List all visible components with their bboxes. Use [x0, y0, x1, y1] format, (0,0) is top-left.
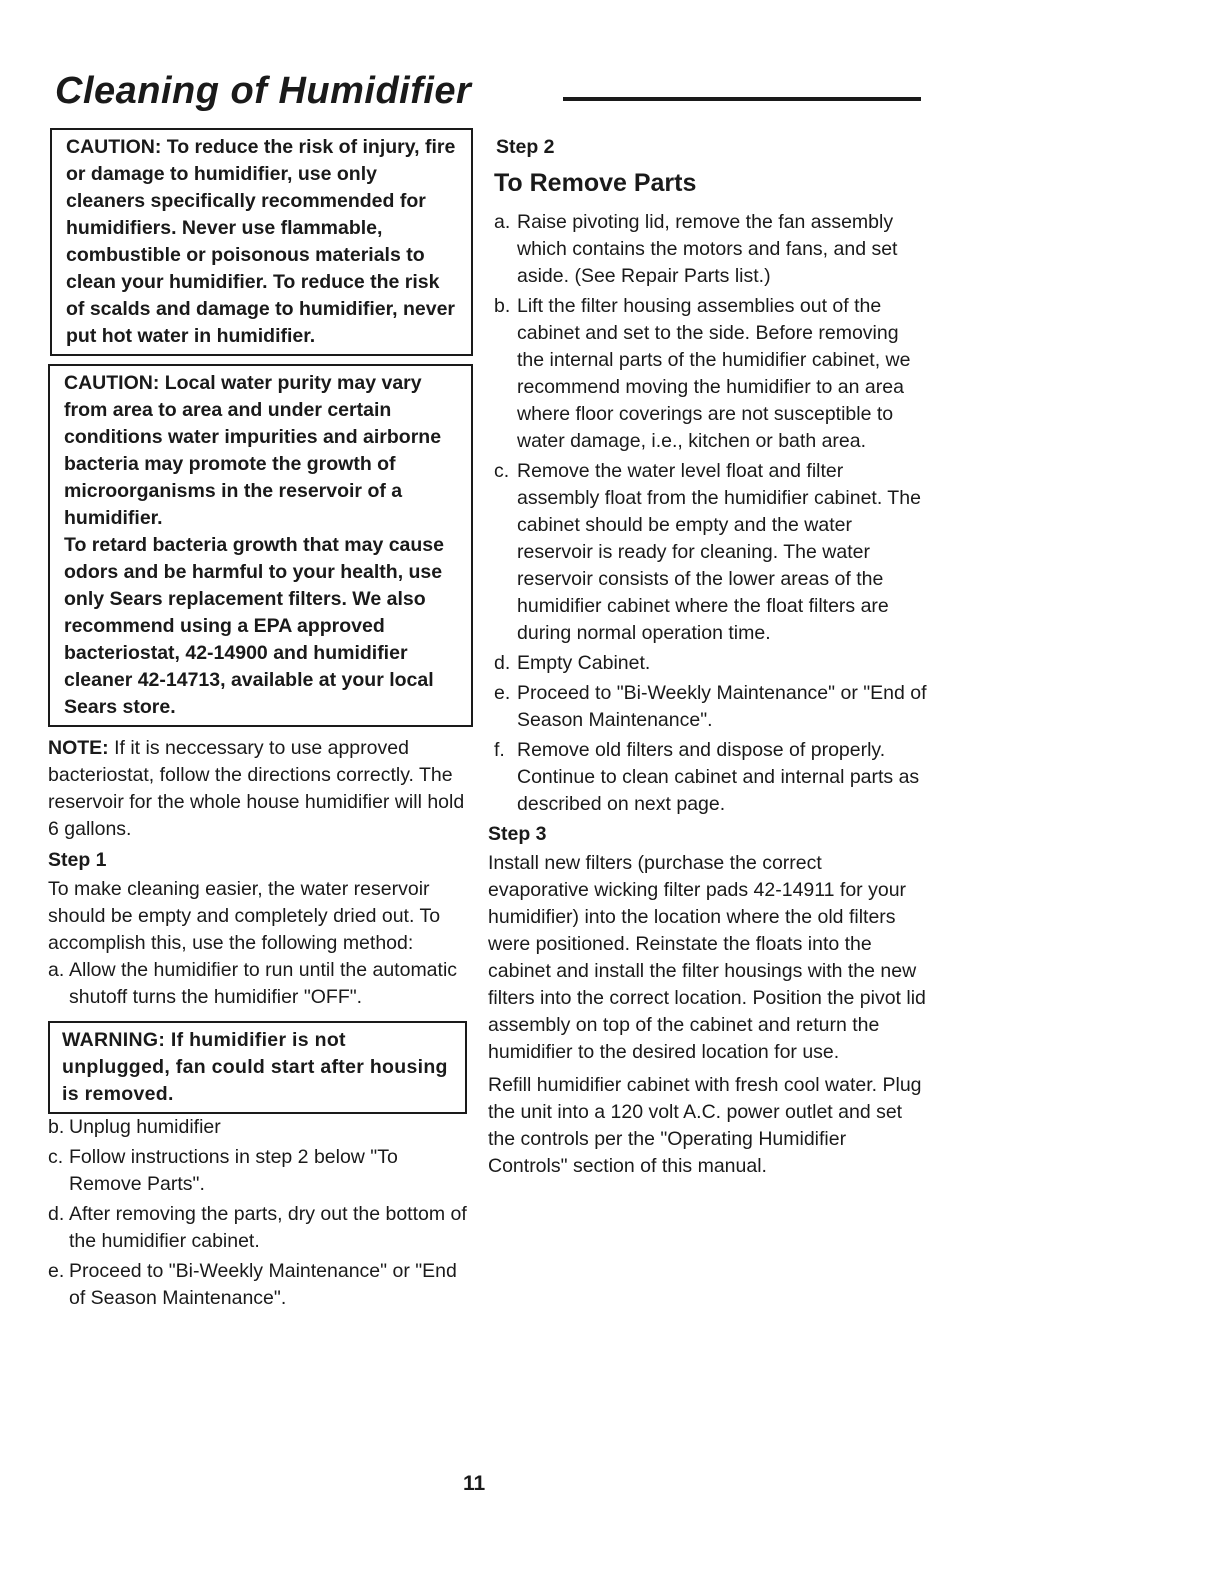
title-rule — [563, 97, 921, 101]
list-item — [48, 1258, 473, 1312]
step2-heading: Step 2 — [496, 136, 555, 158]
list-marker: c. — [494, 460, 510, 482]
list-item — [488, 209, 928, 290]
step1-heading: Step 1 — [48, 849, 107, 871]
list-item — [488, 293, 928, 455]
list-item-text: Remove old filters and dispose of properly. Continue to clean cabinet and internal parts as described on next page. — [517, 739, 920, 815]
step3-install-text: Install new filters (purchase the correct evaporative wicking filter pads 42-14911 for your humidifier) into the location where the old filters were positioned. Reinstate the floats into the cabinet and install the filter housings with the new filters into the correct location. Position the pivot lid assembly on top of the cabinet and return the humidifier to the desired location for use. — [488, 852, 926, 1063]
list-item-text: Proceed to "Bi-Weekly Maintenance" or "End of Season Maintenance". — [517, 682, 927, 731]
warning-box — [48, 1021, 467, 1114]
note-text: If it is neccessary to use approved bacteriostat, follow the directions correctly. The reservoir for the whole house humidifier will hold 6 gallons. — [48, 737, 465, 840]
step3-heading: Step 3 — [488, 823, 547, 845]
list-marker: a. — [494, 211, 511, 233]
list-item — [488, 680, 928, 734]
warning-text: WARNING: If humidifier is not unplugged, fan could start after housing is removed. — [62, 1029, 448, 1105]
list-item-text: Unplug humidifier — [69, 1116, 221, 1138]
left-column — [48, 128, 473, 1315]
list-item-text: After removing the parts, dry out the bottom of the humidifier cabinet. — [69, 1203, 467, 1252]
step1-intro: To make cleaning easier, the water reservoir should be empty and completely dried out. To accomplish this, use the following method: — [48, 878, 441, 954]
list-item-text: Empty Cabinet. — [517, 652, 651, 674]
list-marker: c. — [48, 1146, 64, 1168]
caution-bacteria-text: To retard bacteria growth that may cause odors and be harmful to your health, use only Sears replacement filters. We also recommend using a EPA approved bacteriostat, 42-14900 and humidifier cleaner 42-14713, available at your local Sears store. — [64, 534, 444, 718]
list-item — [48, 1201, 473, 1255]
right-column — [488, 134, 928, 1180]
caution-hazard-text: CAUTION: To reduce the risk of injury, fire or damage to humidifier, use only cleaners specifically recommended for humidifiers. Never use flammable, combustible or poisonous materials to clean your humidifier. To reduce the risk of scalds and damage to humidifier, never put hot water in humidifier. — [66, 136, 456, 347]
list-item-text: Lift the filter housing assemblies out of the cabinet and set to the side. Before removing the internal parts of the humidifier cabinet, we recommend moving the humidifier to an area where floor coverings are not susceptible to water damage, i.e., kitchen or bath area. — [517, 295, 911, 452]
step3-refill-text: Refill humidifier cabinet with fresh cool water. Plug the unit into a 120 volt A.C. power outlet and set the controls per the "Operating Humidifier Controls" section of this manual. — [488, 1074, 922, 1177]
step2-subheading: To Remove Parts — [494, 169, 697, 197]
list-marker: d. — [494, 652, 511, 674]
step1-list-rest — [48, 1114, 473, 1312]
list-item-text: Raise pivoting lid, remove the fan assembly which contains the motors and fans, and set aside. (See Repair Parts list.) — [517, 211, 898, 287]
list-marker: e. — [494, 682, 511, 704]
caution-water-purity-text: CAUTION: Local water purity may vary from area to area and under certain conditions water impurities and airborne bacteria may promote the growth of microorganisms in the reservoir of a humidifier. — [64, 372, 442, 529]
list-marker: a. — [48, 959, 65, 981]
list-marker: b. — [48, 1116, 65, 1138]
list-item-text: Proceed to "Bi-Weekly Maintenance" or "End of Season Maintenance". — [69, 1260, 457, 1309]
list-item — [48, 1144, 473, 1198]
list-item — [48, 1114, 473, 1141]
list-marker: f. — [494, 739, 505, 761]
list-item — [488, 458, 928, 647]
note-label: NOTE: — [48, 737, 109, 759]
list-item — [488, 737, 928, 818]
caution-box-hazard — [50, 128, 473, 356]
note-paragraph — [48, 735, 473, 843]
list-marker: d. — [48, 1203, 65, 1225]
list-item — [488, 650, 928, 677]
step1-list-a — [48, 957, 473, 1011]
caution-box-water-purity — [48, 364, 473, 727]
step2-list — [488, 209, 928, 818]
list-item-text: Remove the water level float and filter assembly float from the humidifier cabinet. The cabinet should be empty and the water reservoir is ready for cleaning. The water reservoir consists of the lower areas of the humidifier cabinet where the float filters are during normal operation time. — [517, 460, 921, 644]
page-number: 11 — [463, 1472, 486, 1495]
list-marker: b. — [494, 295, 511, 317]
page-title: Cleaning of Humidifier — [55, 70, 472, 112]
list-marker: e. — [48, 1260, 65, 1282]
list-item-text: Allow the humidifier to run until the automatic shutoff turns the humidifier "OFF". — [69, 959, 458, 1008]
list-item-text: Follow instructions in step 2 below "To Remove Parts". — [69, 1146, 398, 1195]
list-item — [48, 957, 473, 1011]
